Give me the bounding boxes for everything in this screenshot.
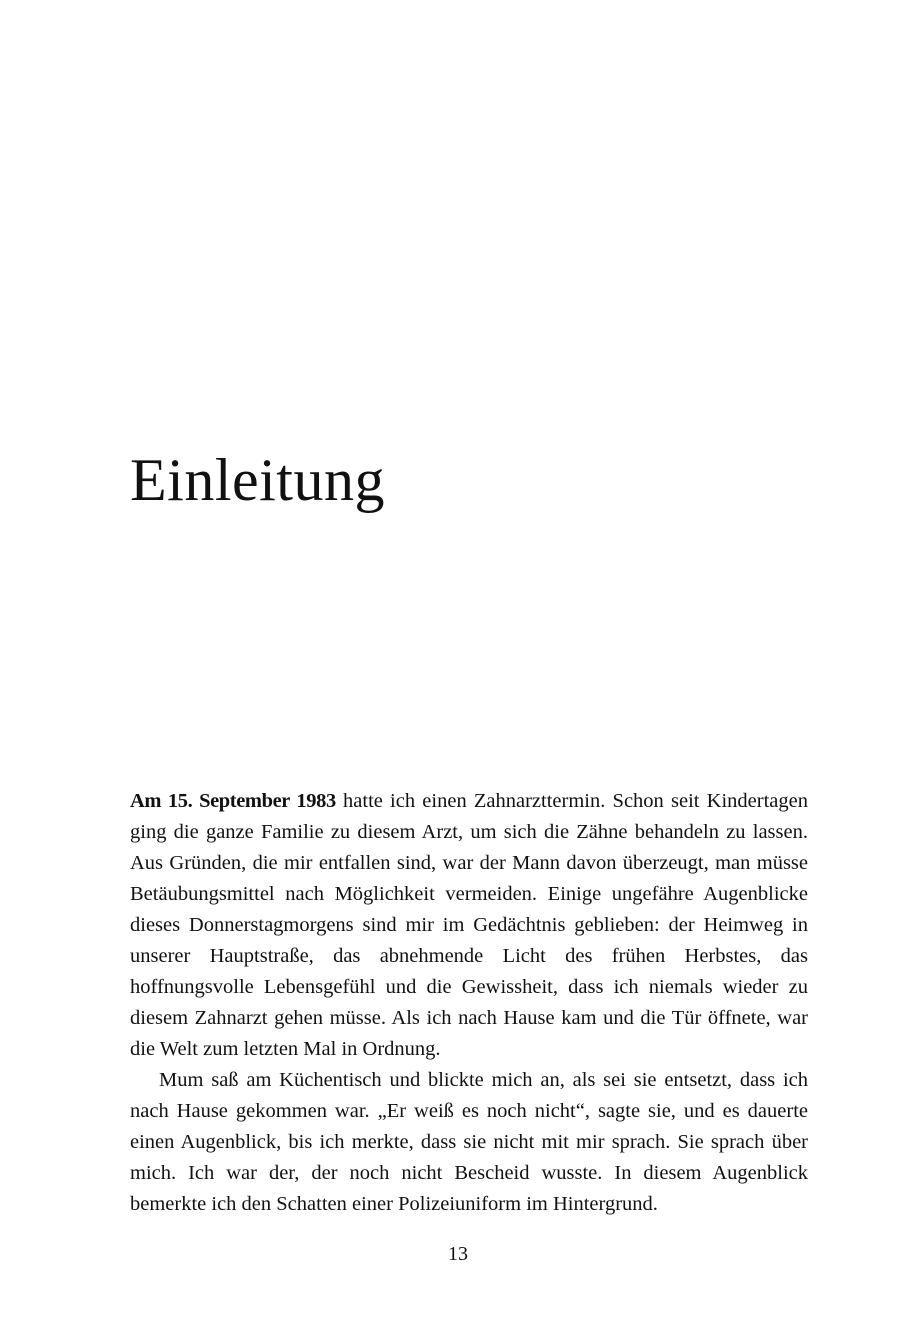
body-text <box>130 786 808 1220</box>
lead-in-date: Am 15. September 1983 <box>130 790 336 812</box>
page-number: 13 <box>448 1243 468 1265</box>
chapter-title: Einleitung <box>130 447 385 513</box>
paragraph-1 <box>130 786 808 1065</box>
paragraph-1-text: hatte ich einen Zahnarzttermin. Schon seit Kindertagen ging die ganze Familie zu diesem Arzt, um sich die Zähne behandeln zu lassen. Aus Gründen, die mir entfallen sind, war der Mann davon überzeugt, man müsse Betäubungsmittel nach Möglichkeit vermeiden. Einige ungefähre Augenblicke dieses Donnerstagmorgens sind mir im Gedächtnis geblieben: der Heimweg in unserer Hauptstraße, das abnehmende Licht des frühen Herbstes, das hoffnungsvolle Lebensgefühl und die Gewissheit, dass ich niemals wieder zu diesem Zahnarzt gehen müsse. Als ich nach Hause kam und die Tür öffnete, war die Welt zum letzten Mal in Ordnung. <box>130 790 808 1060</box>
paragraph-2: Mum saß am Küchentisch und blickte mich an, als sei sie entsetzt, dass ich nach Hause gekommen war. „Er weiß es noch nicht“, sagte sie, und es dauerte einen Augenblick, bis ich merkte, dass sie nicht mit mir sprach. Sie sprach über mich. Ich war der, der noch nicht Bescheid wusste. In diesem Augenblick bemerkte ich den Schatten einer Polizeiuniform im Hintergrund. <box>130 1069 808 1215</box>
